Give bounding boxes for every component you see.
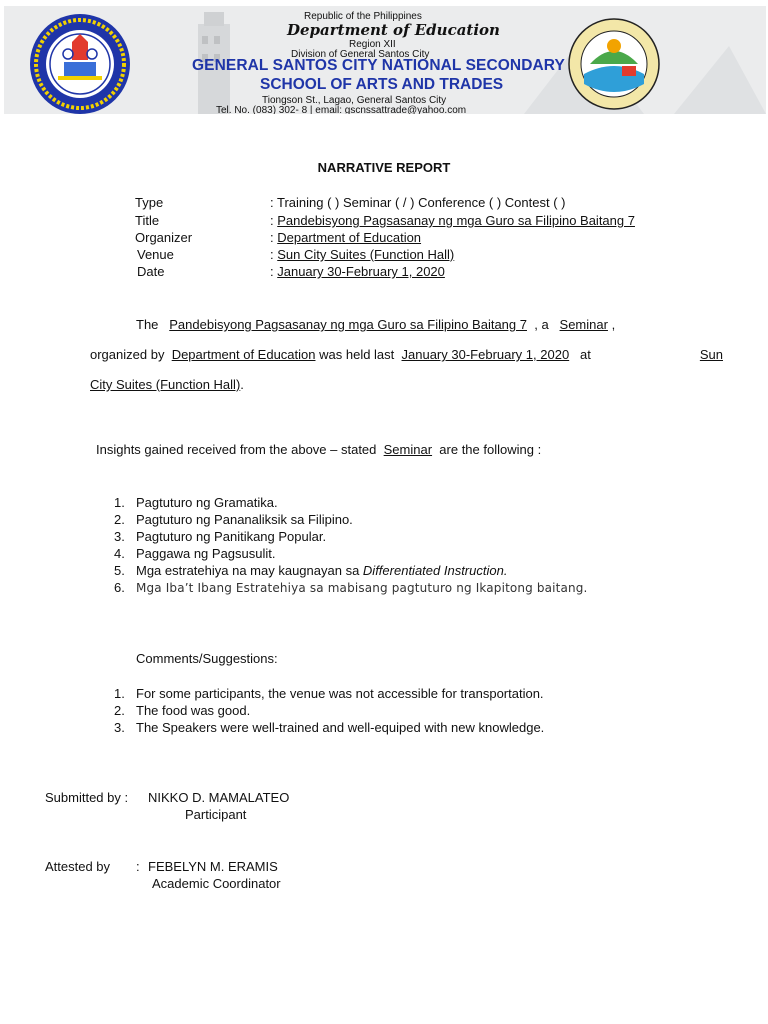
insights-list (92, 494, 588, 596)
department-line: Department of Education (287, 21, 500, 39)
field-value: : Sun City Suites (Function Hall) (270, 247, 455, 262)
attested-by-name: FEBELYN M. ERAMIS (148, 859, 278, 874)
paragraph-line3: City Suites (Function Hall). (90, 377, 244, 392)
address-line: Tiongson St., Lagao, General Santos City (262, 95, 447, 106)
field-label: Venue (137, 247, 174, 262)
comments-heading: Comments/Suggestions: (136, 651, 278, 666)
field-label: Type (135, 195, 164, 210)
list-item: 6. Mga Iba’t Ibang Estratehiya sa mabisang pagtuturo ng Ikapitong baitang. (114, 580, 588, 595)
submitted-by-label: Submitted by : (45, 790, 129, 805)
insights-intro: Insights gained received from the above – stated Seminar are the following : (96, 442, 542, 457)
letterhead-banner (4, 6, 766, 114)
attested-by-role: Academic Coordinator (152, 876, 281, 891)
list-item: 4. Paggawa ng Pagsusulit. (114, 546, 276, 561)
report-title: NARRATIVE REPORT (317, 160, 451, 175)
list-item: 3. Pagtuturo ng Panitikang Popular. (114, 529, 327, 544)
field-label: Date (137, 264, 165, 279)
submitted-by-role: Participant (185, 807, 247, 822)
letterhead-text (4, 6, 766, 114)
list-item: 1. For some participants, the venue was not accessible for transportation. (114, 686, 544, 701)
republic-line: Republic of the Philippines (304, 11, 422, 22)
paragraph-line2: organized by Department of Education was held last January 30-February 1, 2020 at Sun (90, 347, 723, 362)
comments-list (92, 685, 544, 736)
field-value: : Training ( ) Seminar ( / ) Conference ( ) Contest ( ) (270, 195, 566, 210)
school-name-line2: SCHOOL OF ARTS AND TRADES (260, 76, 504, 93)
list-item: 1. Pagtuturo ng Gramatika. (114, 495, 278, 510)
list-item: 2. The food was good. (114, 703, 251, 718)
contact-line: Tel. No. (083) 302- 8 | email: gscnssattrade@yahoo.com (216, 105, 467, 114)
submitted-by-name: NIKKO D. MAMALATEO (148, 790, 290, 805)
field-value: : Pandebisyong Pagsasanay ng mga Guro sa Filipino Baitang 7 (270, 213, 635, 228)
list-item: 2. Pagtuturo ng Pananaliksik sa Filipino. (114, 512, 353, 527)
field-label: Organizer (135, 230, 193, 245)
field-value: : Department of Education (270, 230, 422, 245)
paragraph-line1: The Pandebisyong Pagsasanay ng mga Guro sa Filipino Baitang 7 , a Seminar , (136, 317, 616, 332)
attested-by-colon: : (136, 859, 140, 874)
list-item: 5. Mga estratehiya na may kaugnayan sa Differentiated Instruction. (114, 563, 508, 578)
region-line: Region XII (349, 39, 396, 50)
list-item: 3. The Speakers were well-trained and well-equiped with new knowledge. (114, 720, 545, 735)
division-line: Division of General Santos City (291, 49, 430, 60)
field-label: Title (135, 213, 160, 228)
attested-by-label: Attested by (45, 859, 111, 874)
field-value: : January 30-February 1, 2020 (270, 264, 445, 279)
school-name-line1: GENERAL SANTOS CITY NATIONAL SECONDARY (192, 57, 565, 74)
